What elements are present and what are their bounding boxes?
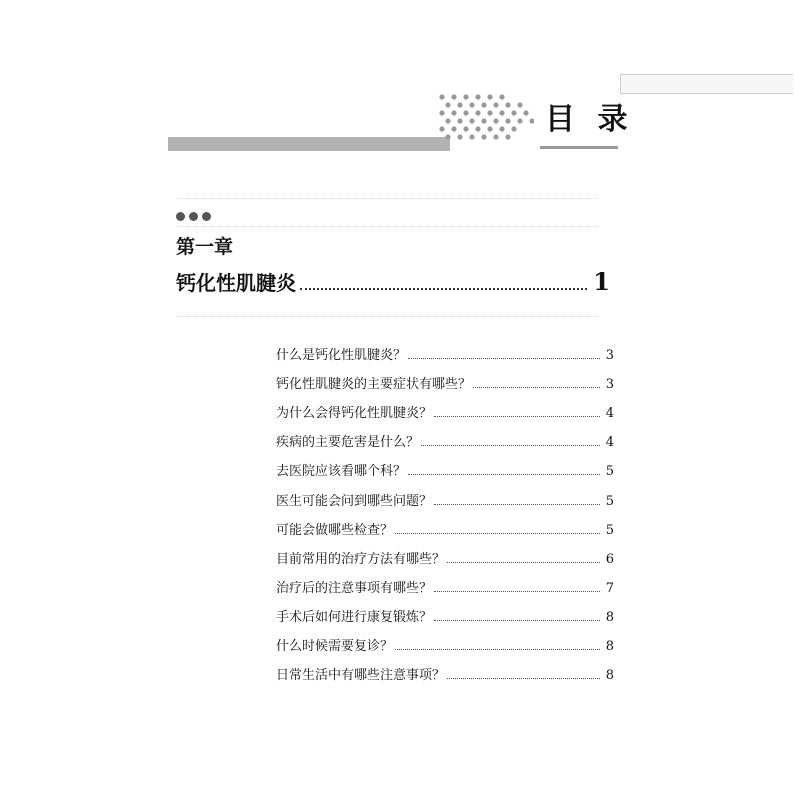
toc-entry[interactable] [276,421,614,450]
toc-entry-page-number: 8 [605,668,614,684]
toc-entry-list [276,334,614,683]
arrow-dot [499,94,504,99]
arrow-dot [475,126,480,131]
toc-entry-title: 什么是钙化性肌腱炎？ [276,348,407,364]
dot-leader [434,620,600,621]
arrow-dot [529,118,534,123]
toc-entry[interactable] [276,538,614,567]
toc-entry-page-number: 3 [605,377,614,393]
bleed-through-line [178,226,598,227]
bleed-through-line [178,198,598,199]
dot-leader [434,591,600,592]
arrow-dot [463,126,468,131]
arrow-dot [499,126,504,131]
title-underline [540,146,618,149]
arrow-dot [463,94,468,99]
arrow-dot [457,134,462,139]
toc-entry-page-number: 4 [605,435,614,451]
arrow-dot [445,134,450,139]
toc-entry[interactable] [276,334,614,363]
toc-entry-page-number: 6 [605,551,614,567]
arrow-dot [487,94,492,99]
arrow-dot [445,118,450,123]
arrow-dot [493,134,498,139]
dot-leader [473,387,600,388]
dot-leader [447,562,600,563]
chapter-title: 钙化性肌腱炎 [176,271,296,295]
arrow-dot [517,118,522,123]
toc-entry-title: 目前常用的治疗方法有哪些？ [276,551,446,567]
arrow-dot [505,118,510,123]
arrow-dot [439,94,444,99]
arrow-dot [505,102,510,107]
toc-entry-title: 疾病的主要危害是什么？ [276,435,420,451]
arrow-dot [511,126,516,131]
toc-entry[interactable] [276,509,614,538]
dot-leader [434,416,600,417]
toc-entry[interactable] [276,450,614,479]
arrow-dot [445,102,450,107]
toc-entry-title: 可能会做哪些检查？ [276,522,394,538]
arrow-dot [469,134,474,139]
toc-entry-page-number: 5 [605,522,614,538]
dot-leader [395,649,600,650]
toc-entry[interactable] [276,596,614,625]
toc-entry-title: 治疗后的注意事项有哪些？ [276,580,433,596]
toc-entry-page-number: 5 [605,493,614,509]
dot-leader [408,358,600,359]
arrow-dot [481,134,486,139]
arrow-dot [481,118,486,123]
toc-entry-title: 手术后如何进行康复锻炼？ [276,609,433,625]
arrow-dot [457,102,462,107]
toc-entry[interactable] [276,479,614,508]
arrow-dot [451,110,456,115]
header-bar [168,137,450,151]
page-corner-tab [620,74,793,94]
toc-entry-page-number: 4 [605,406,614,422]
arrow-dot [463,110,468,115]
dot-leader [395,533,600,534]
arrow-dot [493,102,498,107]
arrow-dot [439,110,444,115]
toc-entry[interactable] [276,363,614,392]
arrow-dot [523,110,528,115]
toc-entry-page-number: 7 [605,580,614,596]
arrow-dot [469,118,474,123]
toc-entry-title: 日常生活中有哪些注意事项？ [276,668,446,684]
arrow-dot [439,126,444,131]
toc-entry-page-number: 3 [605,348,614,364]
toc-entry-title: 为什么会得钙化性肌腱炎？ [276,406,433,422]
toc-entry-page-number: 8 [605,609,614,625]
toc-entry[interactable] [276,567,614,596]
arrow-dot [451,94,456,99]
toc-entry-page-number: 8 [605,639,614,655]
toc-entry-title: 医生可能会问到哪些问题？ [276,493,433,509]
arrow-dot [511,110,516,115]
dot-leader [421,445,600,446]
toc-entry[interactable] [276,625,614,654]
chapter-label: 第一章 [176,236,234,258]
arrow-dot [487,110,492,115]
chapter-page-number: 1 [593,267,610,296]
arrow-dot [451,126,456,131]
arrow-dot [481,102,486,107]
toc-entry-title: 什么时候需要复诊？ [276,639,394,655]
dot-leader [408,474,600,475]
arrow-dot [493,118,498,123]
toc-entry-page-number: 5 [605,464,614,480]
chapter-dots-icon [176,212,211,221]
arrow-dot [517,102,522,107]
dot-leader [434,504,600,505]
chapter-entry[interactable] [176,266,610,296]
dot-leader [447,678,600,679]
arrow-dot [457,118,462,123]
dot-arrow-icon [436,92,534,142]
arrow-dot [469,102,474,107]
toc-entry[interactable] [276,654,614,683]
toc-entry[interactable] [276,392,614,421]
arrow-dot [505,134,510,139]
toc-entry-title: 去医院应该看哪个科？ [276,464,407,480]
dot-leader [300,288,587,290]
toc-entry-title: 钙化性肌腱炎的主要症状有哪些？ [276,377,472,393]
arrow-dot [475,94,480,99]
bleed-through-line [178,316,598,317]
arrow-dot [487,126,492,131]
arrow-dot [475,110,480,115]
toc-title: 目 录 [545,102,634,137]
arrow-dot [499,110,504,115]
